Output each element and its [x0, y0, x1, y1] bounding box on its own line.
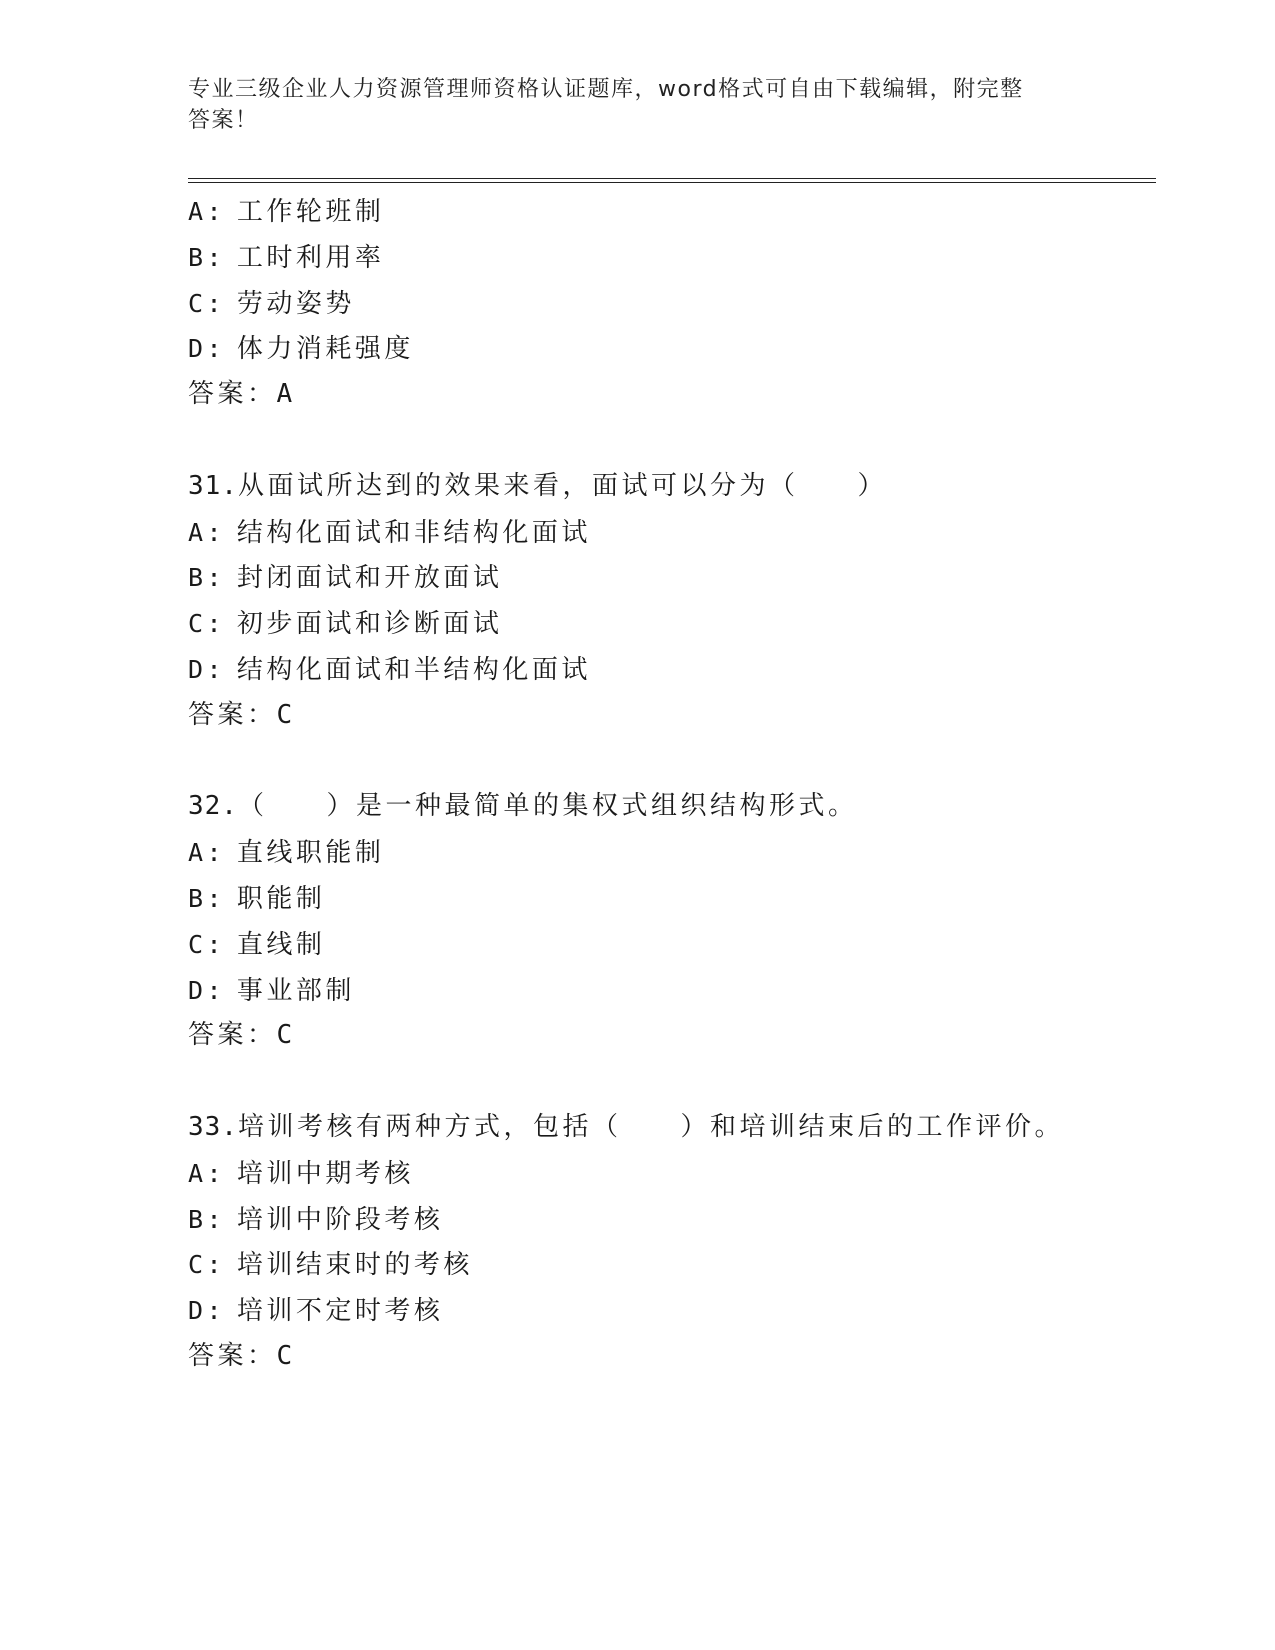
option-text: 初步面试和诊断面试 [236, 609, 503, 640]
answer-value: C [276, 1020, 296, 1051]
option-key: D: [188, 1296, 226, 1326]
question-stem [188, 464, 1148, 510]
answer-label: 答案： [188, 1020, 277, 1051]
answer-line [188, 372, 1148, 418]
option-text: 直线职能制 [236, 838, 385, 869]
option-a [188, 189, 1148, 235]
option-c [188, 1242, 1148, 1288]
option-text: 工作轮班制 [236, 197, 385, 227]
option-key: B: [188, 242, 226, 272]
option-key: C: [188, 609, 226, 639]
answer-value: C [276, 1340, 296, 1371]
option-text: 封闭面试和开放面试 [236, 563, 503, 594]
question-text: 培训考核有两种方式，包括（ ）和培训结束后的工作评价。 [237, 1111, 1064, 1142]
answer-label: 答案： [188, 1340, 277, 1371]
question-block-33 [188, 1105, 1148, 1380]
answer-label: 答案： [188, 379, 277, 410]
question-stem [188, 1105, 1148, 1151]
option-a [188, 510, 1148, 556]
option-key: B: [188, 883, 226, 913]
question-number: 32. [188, 791, 238, 822]
answer-value: C [276, 699, 296, 730]
option-c [188, 922, 1148, 968]
option-b [188, 876, 1148, 922]
option-a [188, 830, 1148, 876]
option-text: 劳动姿势 [236, 288, 355, 319]
option-a [188, 1151, 1148, 1197]
answer-line [188, 1013, 1148, 1059]
option-b [188, 235, 1148, 281]
option-key: A: [188, 517, 226, 547]
option-c [188, 601, 1148, 647]
option-d [188, 1288, 1148, 1334]
option-key: A: [188, 197, 226, 226]
option-key: C: [188, 1250, 226, 1280]
option-b [188, 1197, 1148, 1243]
option-d [188, 647, 1148, 693]
header-line-1: 专业三级企业人力资源管理师资格认证题库，word格式可自由下载编辑，附完整 [188, 77, 1024, 102]
spacer [188, 1059, 1148, 1105]
option-key: D: [188, 654, 226, 684]
spacer [188, 739, 1148, 785]
header-divider-bottom [188, 182, 1156, 183]
option-text: 体力消耗强度 [236, 334, 414, 365]
option-text: 事业部制 [236, 975, 355, 1006]
option-b [188, 555, 1148, 601]
question-list [188, 189, 1148, 1380]
spacer [188, 418, 1148, 464]
option-d [188, 968, 1148, 1014]
answer-line [188, 1334, 1148, 1380]
question-number: 33. [188, 1111, 238, 1142]
option-text: 培训中阶段考核 [236, 1204, 444, 1235]
option-text: 结构化面试和非结构化面试 [236, 517, 591, 548]
option-key: D: [188, 334, 226, 364]
question-number: 31. [188, 470, 238, 501]
option-text: 培训中期考核 [236, 1158, 414, 1189]
question-block-31 [188, 464, 1148, 739]
answer-line [188, 693, 1148, 739]
header-divider-top [188, 178, 1156, 179]
option-key: D: [188, 975, 226, 1005]
option-text: 直线制 [236, 929, 326, 960]
question-block-32 [188, 784, 1148, 1059]
option-text: 工时利用率 [236, 242, 385, 273]
option-key: A: [188, 1158, 226, 1188]
option-text: 结构化面试和半结构化面试 [236, 654, 591, 685]
option-text: 职能制 [236, 883, 326, 914]
option-text: 培训不定时考核 [236, 1296, 444, 1327]
question-text: （ ）是一种最简单的集权式组织结构形式。 [237, 791, 858, 822]
page-header [188, 74, 1088, 136]
option-key: A: [188, 838, 226, 868]
option-text: 培训结束时的考核 [236, 1250, 473, 1281]
option-key: B: [188, 1204, 226, 1234]
prev-question-block [188, 189, 1148, 418]
option-key: C: [188, 288, 226, 318]
answer-value: A [276, 379, 296, 410]
answer-label: 答案： [188, 699, 277, 730]
option-c [188, 281, 1148, 327]
question-text: 从面试所达到的效果来看，面试可以分为（ ） [237, 470, 887, 501]
option-key: B: [188, 563, 226, 593]
option-key: C: [188, 929, 226, 959]
question-stem [188, 784, 1148, 830]
header-line-2: 答案！ [188, 108, 259, 133]
option-d [188, 326, 1148, 372]
